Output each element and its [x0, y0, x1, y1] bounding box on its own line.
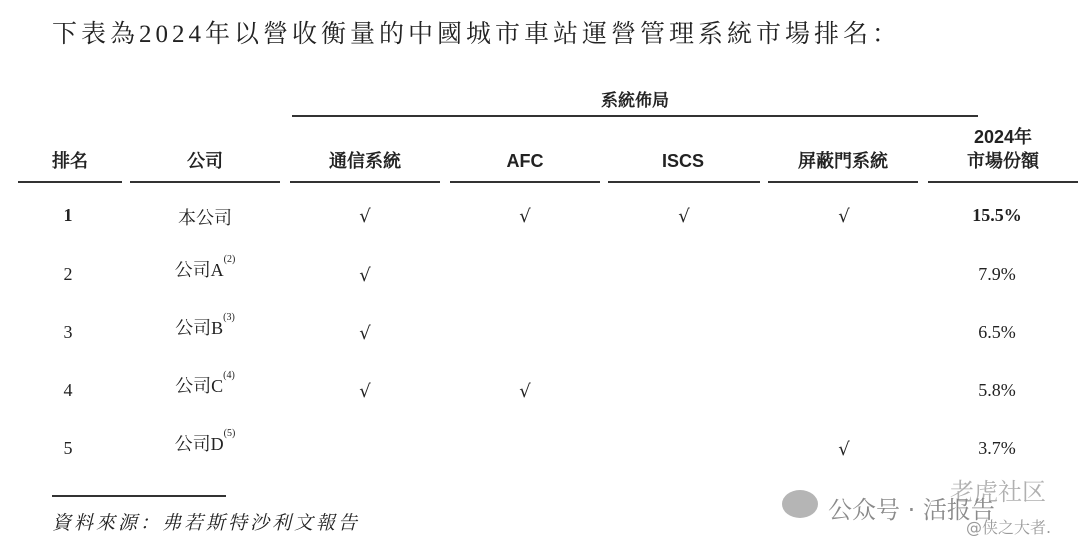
row2-rank: 2 [63, 264, 73, 284]
row1-comm: √ [359, 206, 371, 227]
row4-afc: √ [519, 381, 531, 402]
col-header-share [928, 125, 1078, 173]
header-rule-iscs [608, 181, 760, 183]
row3-note: (3) [223, 312, 235, 323]
row5-rank: 5 [63, 438, 73, 458]
row5-psd: √ [838, 439, 850, 460]
col-header-share-line1: 2024年 [973, 127, 1033, 147]
row1-rank: 1 [63, 205, 73, 225]
intro-text: 下表為2024年以營收衡量的中國城市車站運營管理系統市場排名： [52, 21, 902, 48]
row4-comm: √ [359, 381, 371, 402]
col-header-share-line2: 市場份額 [967, 151, 1039, 171]
header-rule-psd [768, 181, 918, 183]
header-rule-comm [290, 181, 440, 183]
col-header-company: 公司 [187, 151, 223, 171]
row1-psd: √ [838, 206, 850, 227]
row1-afc: √ [519, 206, 531, 227]
row3-comm: √ [359, 323, 371, 344]
row2-company-name: 公司A [174, 260, 224, 280]
col-header-rank: 排名 [52, 151, 88, 171]
watermark-account: 公众号 · 活报告 [828, 496, 995, 524]
row2-share: 7.9% [978, 264, 1016, 284]
header-rule-share [928, 181, 1078, 183]
row3-share: 6.5% [978, 322, 1016, 342]
row3-company-name: 公司B [175, 318, 224, 338]
system-layout-group-header: 系統佈局 [601, 91, 669, 110]
row5-share: 3.7% [978, 438, 1016, 458]
watermark-site: 老虎社区 [950, 478, 1046, 506]
row5-note: (5) [223, 428, 236, 439]
header-rule-rank [18, 181, 122, 183]
row2-comm: √ [359, 265, 371, 286]
row1-company [125, 204, 285, 230]
source-note: 資料來源：弗若斯特沙利文報告 [52, 513, 361, 534]
row1-iscs: √ [678, 206, 690, 227]
col-header-comm: 通信系統 [329, 151, 401, 171]
col-header-psd: 屏蔽門系統 [798, 151, 888, 171]
row1-company-name: 本公司 [178, 208, 232, 228]
row5-company-name: 公司D [174, 434, 224, 454]
row1-share: 15.5% [972, 205, 1022, 225]
row2-company [125, 256, 285, 282]
source-rule [52, 495, 226, 497]
header-rule-company [130, 181, 280, 183]
row4-share: 5.8% [978, 380, 1016, 400]
col-header-iscs: ISCS [661, 151, 704, 171]
row2-note: (2) [223, 254, 236, 265]
wechat-logo-icon [782, 490, 818, 518]
row4-note: (4) [223, 370, 235, 381]
col-header-afc: AFC [506, 151, 544, 171]
row4-company-name: 公司C [175, 376, 224, 396]
header-rule-afc [450, 181, 600, 183]
watermark-handle: @侠之大者. [966, 518, 1052, 537]
group-header-rule [292, 115, 978, 117]
row5-company [125, 430, 285, 456]
row3-rank: 3 [63, 322, 73, 342]
row3-company [125, 314, 285, 340]
row4-rank: 4 [63, 380, 73, 400]
row4-company [125, 372, 285, 398]
